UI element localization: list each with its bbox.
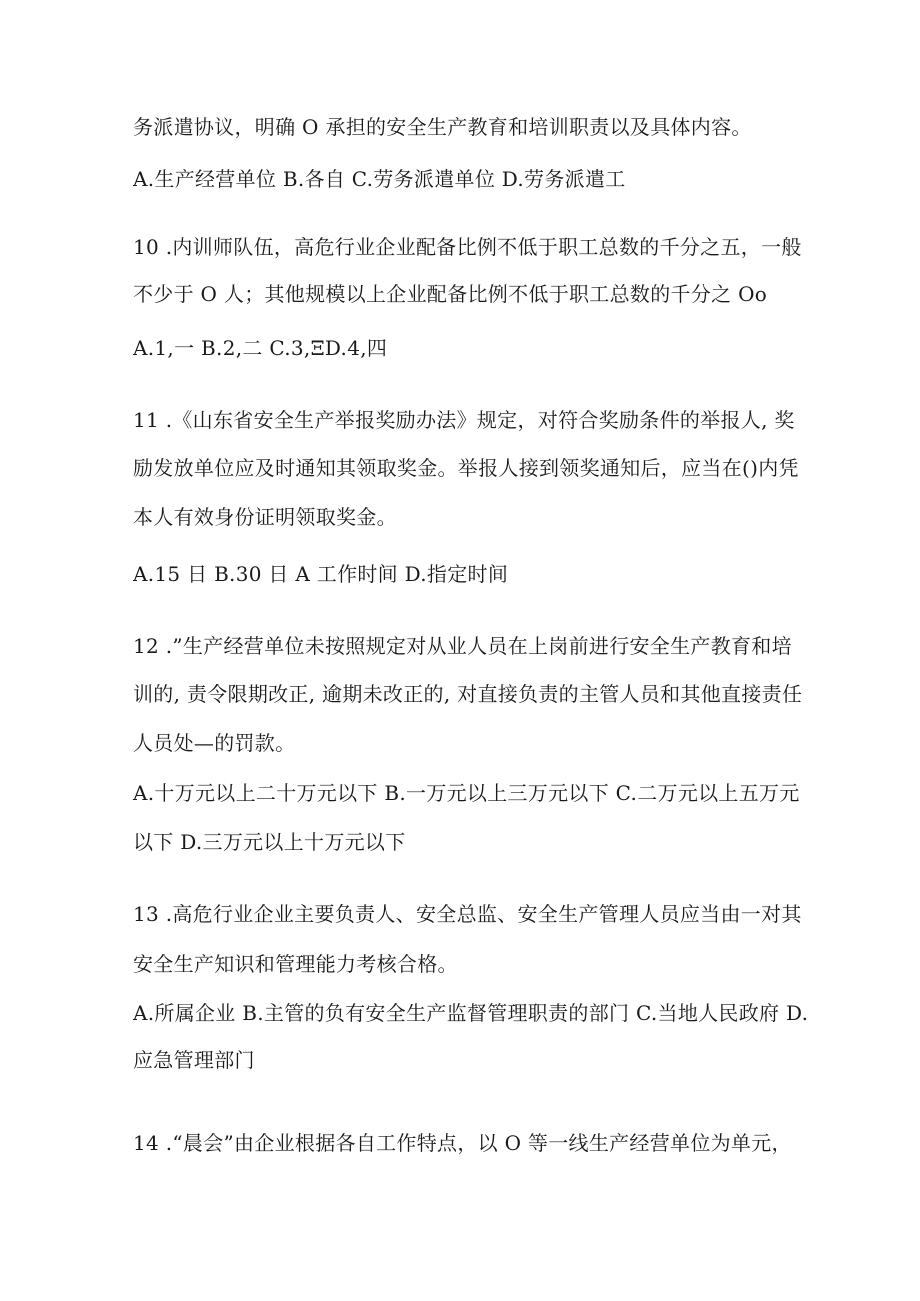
text-line: 以下 D.三万元以上十万元以下 (133, 830, 406, 854)
text-line: A.所属企业 B.主管的负有安全生产监督管理职责的部门 C.当地人民政府 D. (133, 1001, 809, 1025)
text-line: 14 .“晨会”由企业根据各自工作特点，以 O 等一线生产经营单位为单元， (133, 1131, 792, 1155)
text-line: 训的, 责令限期改正, 逾期未改正的, 对直接负责的主管人员和其他直接责任 (133, 682, 803, 706)
text-line: A.15 日 B.30 日 A 工作时间 D.指定时间 (133, 562, 509, 586)
text-line: 务派遣协议，明确 O 承担的安全生产教育和培训职责以及具体内容。 (133, 115, 752, 139)
text-line: 应急管理部门 (133, 1048, 255, 1072)
text-line: A.十万元以上二十万元以下 B.一万元以上三万元以下 C.二万元以上五万元 (133, 781, 800, 805)
text-line: 安全生产知识和管理能力考核合格。 (133, 952, 458, 976)
text-line: 不少于 O 人；其他规模以上企业配备比例不低于职工总数的千分之 Oo (133, 282, 768, 306)
text-line: 10 .内训师队伍，高危行业企业配备比例不低于职工总数的千分之五，一般 (133, 235, 802, 259)
text-line: 人员处—的罚款。 (133, 731, 296, 755)
text-line: 11 .《山东省安全生产举报奖励办法》规定，对符合奖励条件的举报人, 奖 (133, 408, 795, 432)
text-line: 励发放单位应及时通知其领取奖金。举报人接到领奖通知后，应当在()内凭 (133, 456, 799, 480)
text-line: 本人有效身份证明领取奖金。 (133, 505, 397, 529)
text-line: A.1,一 B.2,二 C.3,ΞD.4,四 (133, 336, 388, 360)
text-line: 12 .”生产经营单位未按照规定对从业人员在上岗前进行安全生产教育和培 (133, 634, 792, 658)
text-line: A.生产经营单位 B.各自 C.劳务派遣单位 D.劳务派遣工 (133, 167, 626, 191)
text-line: 13 .高危行业企业主要负责人、安全总监、安全生产管理人员应当由一对其 (133, 902, 802, 926)
